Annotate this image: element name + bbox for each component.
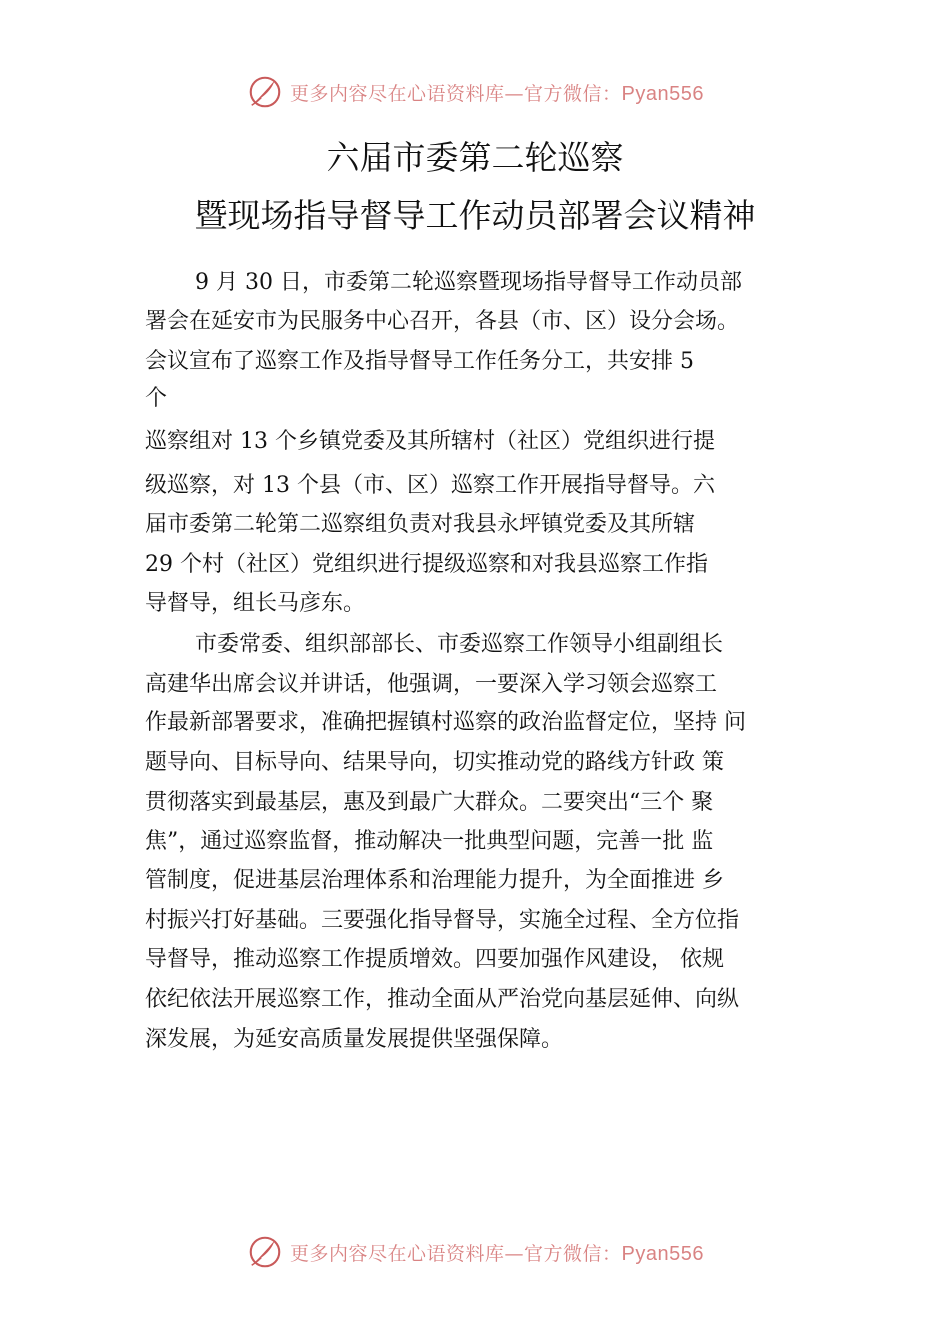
quill-logo-icon <box>246 73 284 111</box>
watermark-text: 更多内容尽在心语资料库—官方微信：Pyan556 <box>290 82 704 105</box>
header-watermark <box>0 70 950 114</box>
body-line: 会议宣布了巡察工作及指导督导工作任务分工，共安排 5 <box>145 349 694 374</box>
body-line: 依纪依法开展巡察工作，推动全面从严治党向基层延伸、向纵 <box>145 987 740 1012</box>
document-title-line-2: 暨现场指导督导工作动员部署会议精神 <box>194 196 756 235</box>
body-line: 级巡察，对 13 个县（市、区）巡察工作开展指导督导。六 <box>145 473 715 498</box>
body-line: 个 <box>145 386 168 411</box>
body-line: 29 个村（社区）党组织进行提级巡察和对我县巡察工作指 <box>145 552 708 577</box>
body-line: 巡察组对 13 个乡镇党委及其所辖村（社区）党组织进行提 <box>145 429 715 454</box>
body-line: 贯彻落实到最基层，惠及到最广大群众。二要突出“三个 聚 <box>145 790 714 815</box>
body-line: 9 月 30 日，市委第二轮巡察暨现场指导督导工作动员部 <box>195 270 742 295</box>
body-line: 高建华出席会议并讲话，他强调，一要深入学习领会巡察工 <box>145 672 718 697</box>
body-line: 作最新部署要求，准确把握镇村巡察的政治监督定位，坚持 问 <box>145 710 746 735</box>
body-line: 导督导，组长马彦东。 <box>145 591 366 616</box>
body-line: 导督导，推动巡察工作提质增效。四要加强作风建设， 依规 <box>145 947 724 972</box>
body-line: 题导向、目标导向、结果导向，切实推动党的路线方针政 策 <box>145 750 724 775</box>
body-line: 村振兴打好基础。三要强化指导督导，实施全过程、全方位指 <box>145 908 740 933</box>
body-line: 届市委第二轮第二巡察组负责对我县永坪镇党委及其所辖 <box>145 512 696 537</box>
body-line: 市委常委、组织部部长、市委巡察工作领导小组副组长 <box>195 632 724 657</box>
footer-watermark <box>0 1230 950 1274</box>
watermark-text: 更多内容尽在心语资料库—官方微信：Pyan556 <box>290 1242 704 1265</box>
body-line: 管制度，促进基层治理体系和治理能力提升，为全面推进 乡 <box>145 868 724 893</box>
document-title-line-1: 六届市委第二轮巡察 <box>326 138 624 177</box>
body-line: 署会在延安市为民服务中心召开，各县（市、区）设分会场。 <box>145 309 740 334</box>
body-line: 深发展，为延安高质量发展提供坚强保障。 <box>145 1027 564 1052</box>
quill-logo-icon <box>246 1233 284 1271</box>
body-line: 焦”，通过巡察监督，推动解决一批典型问题，完善一批 监 <box>145 829 714 854</box>
